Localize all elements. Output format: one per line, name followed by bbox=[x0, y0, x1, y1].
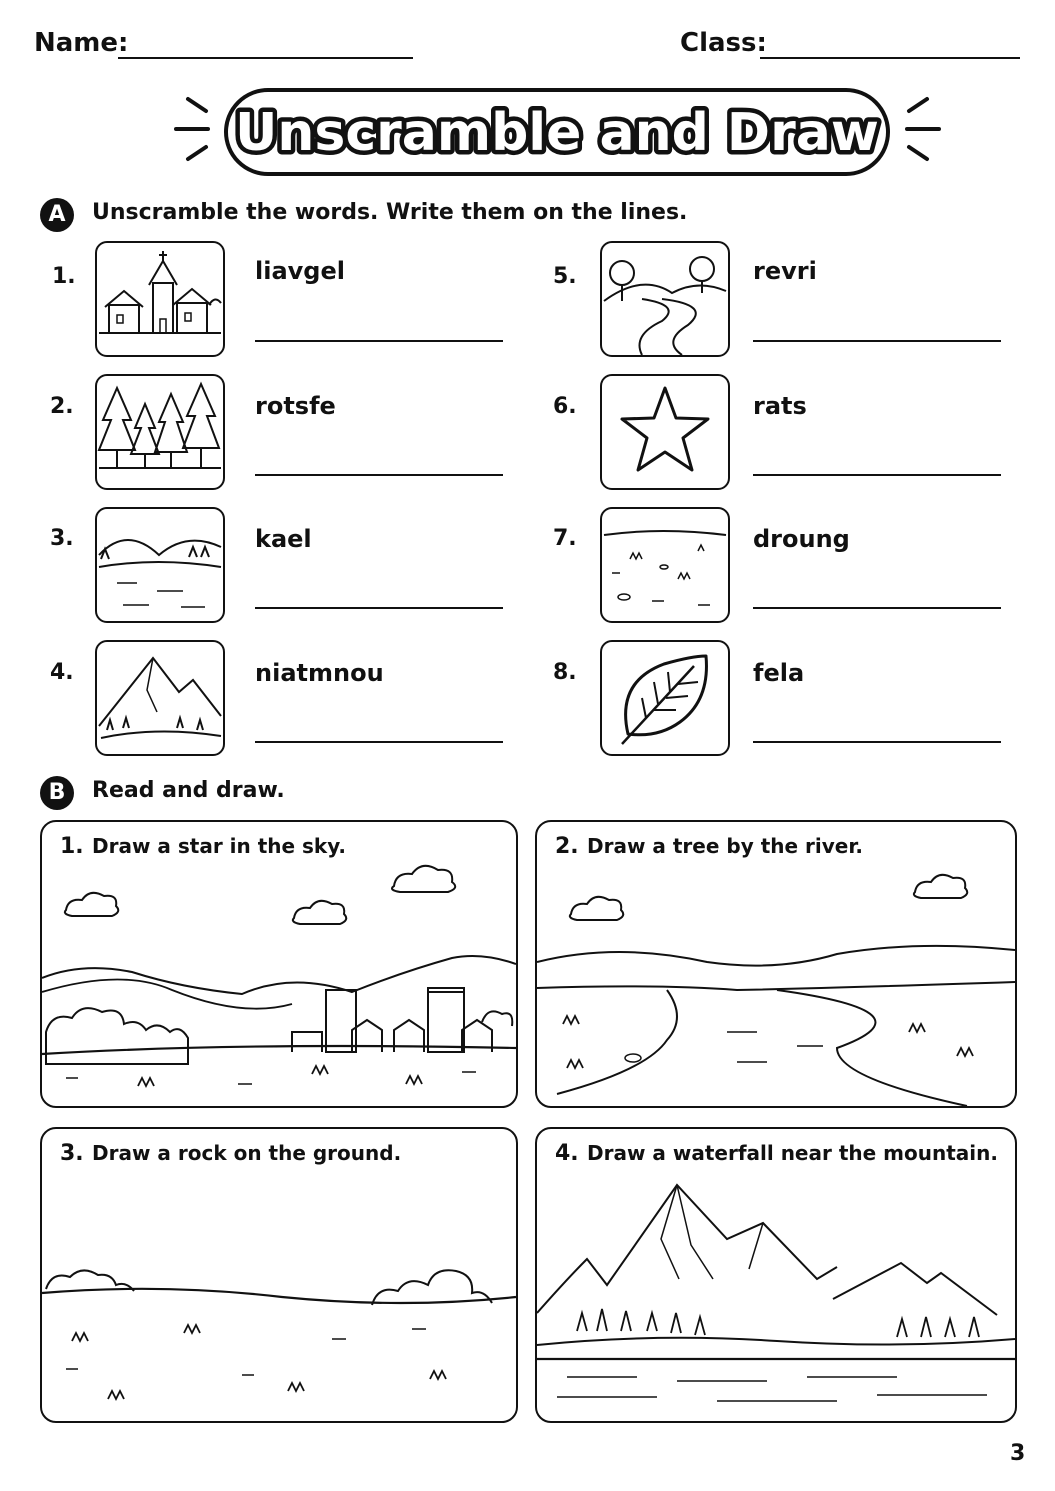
mountain-lake-scene bbox=[537, 1129, 1015, 1421]
scrambled-word: droung bbox=[753, 525, 850, 553]
scrambled-word: revri bbox=[753, 257, 817, 285]
ground-icon bbox=[600, 507, 730, 623]
panel-instruction: Draw a rock on the ground. bbox=[92, 1141, 402, 1165]
scrambled-word: kael bbox=[255, 525, 312, 553]
answer-line[interactable] bbox=[255, 607, 503, 609]
item-number: 8. bbox=[553, 660, 577, 685]
worksheet-title bbox=[222, 84, 892, 180]
item-number: 3. bbox=[50, 526, 74, 551]
answer-line[interactable] bbox=[753, 741, 1001, 743]
ground-scene bbox=[42, 1129, 516, 1421]
drawing-panel-2[interactable] bbox=[535, 820, 1017, 1108]
item-number: 1. bbox=[52, 264, 76, 289]
sparkle-right-icon bbox=[903, 95, 947, 165]
scrambled-word: niatmnou bbox=[255, 659, 384, 687]
panel-number: 3. bbox=[60, 1141, 84, 1166]
village-icon bbox=[95, 241, 225, 357]
forest-icon bbox=[95, 374, 225, 490]
drawing-panel-1[interactable] bbox=[40, 820, 518, 1108]
section-b-badge: B bbox=[40, 776, 74, 810]
class-label: Class: bbox=[680, 28, 767, 58]
star-icon bbox=[600, 374, 730, 490]
title-banner bbox=[222, 84, 892, 180]
page-number: 3 bbox=[1010, 1441, 1026, 1466]
panel-number: 4. bbox=[555, 1141, 579, 1166]
scrambled-word: rotsfe bbox=[255, 392, 336, 420]
item-number: 7. bbox=[553, 526, 577, 551]
name-field[interactable] bbox=[118, 57, 413, 59]
answer-line[interactable] bbox=[753, 607, 1001, 609]
class-field[interactable] bbox=[760, 57, 1020, 59]
leaf-icon bbox=[600, 640, 730, 756]
name-label: Name: bbox=[34, 28, 129, 58]
item-number: 6. bbox=[553, 394, 577, 419]
river-icon bbox=[600, 241, 730, 357]
item-number: 2. bbox=[50, 394, 74, 419]
answer-line[interactable] bbox=[255, 474, 503, 476]
sparkle-left-icon bbox=[168, 95, 212, 165]
item-number: 4. bbox=[50, 660, 74, 685]
panel-number: 1. bbox=[60, 834, 84, 859]
panel-instruction: Draw a star in the sky. bbox=[92, 834, 347, 858]
mountain-icon bbox=[95, 640, 225, 756]
scrambled-word: liavgel bbox=[255, 257, 345, 285]
section-a-instruction: Unscramble the words. Write them on the lines. bbox=[92, 200, 688, 225]
drawing-panel-3[interactable] bbox=[40, 1127, 518, 1423]
answer-line[interactable] bbox=[255, 741, 503, 743]
answer-line[interactable] bbox=[255, 340, 503, 342]
drawing-panel-4[interactable] bbox=[535, 1127, 1017, 1423]
scrambled-word: fela bbox=[753, 659, 805, 687]
section-b-instruction: Read and draw. bbox=[92, 778, 285, 803]
panel-number: 2. bbox=[555, 834, 579, 859]
answer-line[interactable] bbox=[753, 340, 1001, 342]
lake-icon bbox=[95, 507, 225, 623]
answer-line[interactable] bbox=[753, 474, 1001, 476]
hills-town-scene bbox=[42, 822, 516, 1106]
scrambled-word: rats bbox=[753, 392, 807, 420]
section-a-badge: A bbox=[40, 198, 74, 232]
river-scene bbox=[537, 822, 1015, 1106]
panel-instruction: Draw a tree by the river. bbox=[587, 834, 863, 858]
item-number: 5. bbox=[553, 264, 577, 289]
title-text: Unscramble and Draw bbox=[235, 103, 879, 163]
panel-instruction: Draw a waterfall near the mountain. bbox=[587, 1141, 998, 1165]
